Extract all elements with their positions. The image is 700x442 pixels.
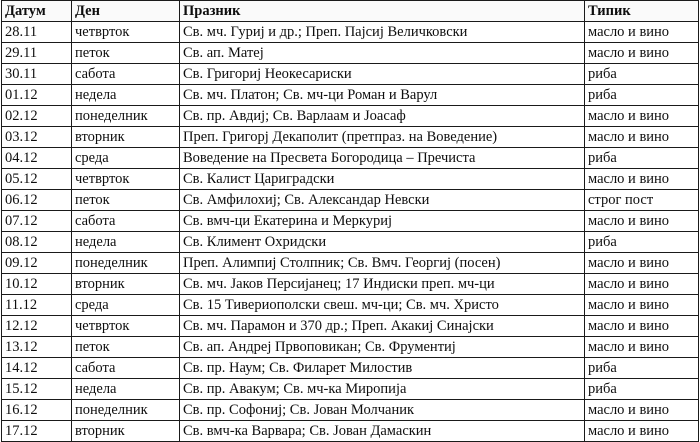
header-row <box>2 1 699 22</box>
cell-feast: Св. ап. Андреј Првоповикан; Св. Фрументиј <box>180 337 585 358</box>
cell-feast: Воведение на Пресвета Богородица – Пречиста <box>180 148 585 169</box>
cell-date: 15.12 <box>2 379 72 400</box>
table-row <box>2 253 699 274</box>
cell-day: сабота <box>72 358 180 379</box>
cell-rule: масло и вино <box>585 274 699 295</box>
cell-date: 09.12 <box>2 253 72 274</box>
cell-date: 28.11 <box>2 22 72 43</box>
cell-rule: строг пост <box>585 190 699 211</box>
cell-date: 17.12 <box>2 421 72 442</box>
cell-day: вторник <box>72 127 180 148</box>
cell-date: 06.12 <box>2 190 72 211</box>
table-row <box>2 358 699 379</box>
cell-day: петок <box>72 43 180 64</box>
header-fasting-rule: Типик <box>585 1 699 22</box>
header-day: Ден <box>72 1 180 22</box>
table-row <box>2 85 699 106</box>
cell-feast: Св. пр. Авдиј; Св. Варлаам и Јоасаф <box>180 106 585 127</box>
cell-date: 30.11 <box>2 64 72 85</box>
table-row <box>2 274 699 295</box>
cell-day: среда <box>72 295 180 316</box>
table-row <box>2 148 699 169</box>
cell-feast: Св. мч. Парамон и 370 др.; Преп. Акакиј Синајски <box>180 316 585 337</box>
cell-date: 08.12 <box>2 232 72 253</box>
table-row <box>2 400 699 421</box>
cell-rule: риба <box>585 148 699 169</box>
table-row <box>2 232 699 253</box>
table-row <box>2 106 699 127</box>
cell-day: петок <box>72 337 180 358</box>
cell-date: 01.12 <box>2 85 72 106</box>
cell-rule: риба <box>585 232 699 253</box>
cell-rule: риба <box>585 85 699 106</box>
cell-date: 03.12 <box>2 127 72 148</box>
cell-rule: масло и вино <box>585 253 699 274</box>
cell-date: 10.12 <box>2 274 72 295</box>
fasting-calendar-table <box>1 0 699 442</box>
cell-date: 16.12 <box>2 400 72 421</box>
cell-rule: масло и вино <box>585 211 699 232</box>
table-header <box>2 1 699 22</box>
table-row <box>2 127 699 148</box>
cell-feast: Св. мч. Гуриј и др.; Преп. Пајсиј Величковски <box>180 22 585 43</box>
cell-date: 14.12 <box>2 358 72 379</box>
cell-feast: Св. мч. Јаков Персијанец; 17 Индиски преп. мч-ци <box>180 274 585 295</box>
table-row <box>2 211 699 232</box>
cell-day: недела <box>72 379 180 400</box>
cell-feast: Св. Калист Цариградски <box>180 169 585 190</box>
cell-day: недела <box>72 85 180 106</box>
cell-date: 13.12 <box>2 337 72 358</box>
cell-day: сабота <box>72 64 180 85</box>
cell-date: 07.12 <box>2 211 72 232</box>
cell-rule: масло и вино <box>585 421 699 442</box>
cell-feast: Св. Климент Охридски <box>180 232 585 253</box>
table-row <box>2 379 699 400</box>
cell-rule: масло и вино <box>585 337 699 358</box>
cell-rule: риба <box>585 64 699 85</box>
cell-rule: масло и вино <box>585 43 699 64</box>
header-date: Датум <box>2 1 72 22</box>
cell-day: понеделник <box>72 400 180 421</box>
cell-feast: Преп. Григорј Декаполит (претпраз. на Воведение) <box>180 127 585 148</box>
cell-feast: Св. ап. Матеј <box>180 43 585 64</box>
cell-feast: Св. вмч-ци Екатерина и Меркуриј <box>180 211 585 232</box>
cell-day: петок <box>72 190 180 211</box>
table-body <box>2 22 699 442</box>
cell-date: 12.12 <box>2 316 72 337</box>
table-row <box>2 421 699 442</box>
table-row <box>2 169 699 190</box>
cell-day: недела <box>72 232 180 253</box>
cell-feast: Св. 15 Тивериополски свеш. мч-ци; Св. мч. Христо <box>180 295 585 316</box>
cell-feast: Преп. Алимпиј Столпник; Св. Вмч. Георгиј (посен) <box>180 253 585 274</box>
cell-feast: Св. Амфилохиј; Св. Александар Невски <box>180 190 585 211</box>
cell-rule: масло и вино <box>585 127 699 148</box>
cell-rule: масло и вино <box>585 169 699 190</box>
table-row <box>2 190 699 211</box>
table-row <box>2 316 699 337</box>
cell-rule: риба <box>585 358 699 379</box>
header-feast: Празник <box>180 1 585 22</box>
cell-day: вторник <box>72 421 180 442</box>
cell-rule: масло и вино <box>585 400 699 421</box>
table-row <box>2 43 699 64</box>
cell-feast: Св. пр. Софониј; Св. Јован Молчаник <box>180 400 585 421</box>
cell-rule: масло и вино <box>585 22 699 43</box>
cell-feast: Св. Григориј Неокесариски <box>180 64 585 85</box>
table-row <box>2 337 699 358</box>
cell-feast: Св. пр. Наум; Св. Филарет Милостив <box>180 358 585 379</box>
cell-day: сабота <box>72 211 180 232</box>
cell-rule: масло и вино <box>585 106 699 127</box>
cell-rule: риба <box>585 379 699 400</box>
cell-date: 02.12 <box>2 106 72 127</box>
cell-day: понеделник <box>72 106 180 127</box>
cell-date: 29.11 <box>2 43 72 64</box>
cell-day: понеделник <box>72 253 180 274</box>
cell-feast: Св. вмч-ка Варвара; Св. Јован Дамаскин <box>180 421 585 442</box>
cell-day: четврток <box>72 169 180 190</box>
cell-date: 05.12 <box>2 169 72 190</box>
cell-rule: масло и вино <box>585 295 699 316</box>
cell-feast: Св. пр. Авакум; Св. мч-ка Миропија <box>180 379 585 400</box>
table-row <box>2 22 699 43</box>
cell-date: 11.12 <box>2 295 72 316</box>
table-row <box>2 295 699 316</box>
cell-day: вторник <box>72 274 180 295</box>
cell-rule: масло и вино <box>585 316 699 337</box>
cell-feast: Св. мч. Платон; Св. мч-ци Роман и Варул <box>180 85 585 106</box>
cell-date: 04.12 <box>2 148 72 169</box>
table-row <box>2 64 699 85</box>
cell-day: четврток <box>72 22 180 43</box>
cell-day: четврток <box>72 316 180 337</box>
cell-day: среда <box>72 148 180 169</box>
